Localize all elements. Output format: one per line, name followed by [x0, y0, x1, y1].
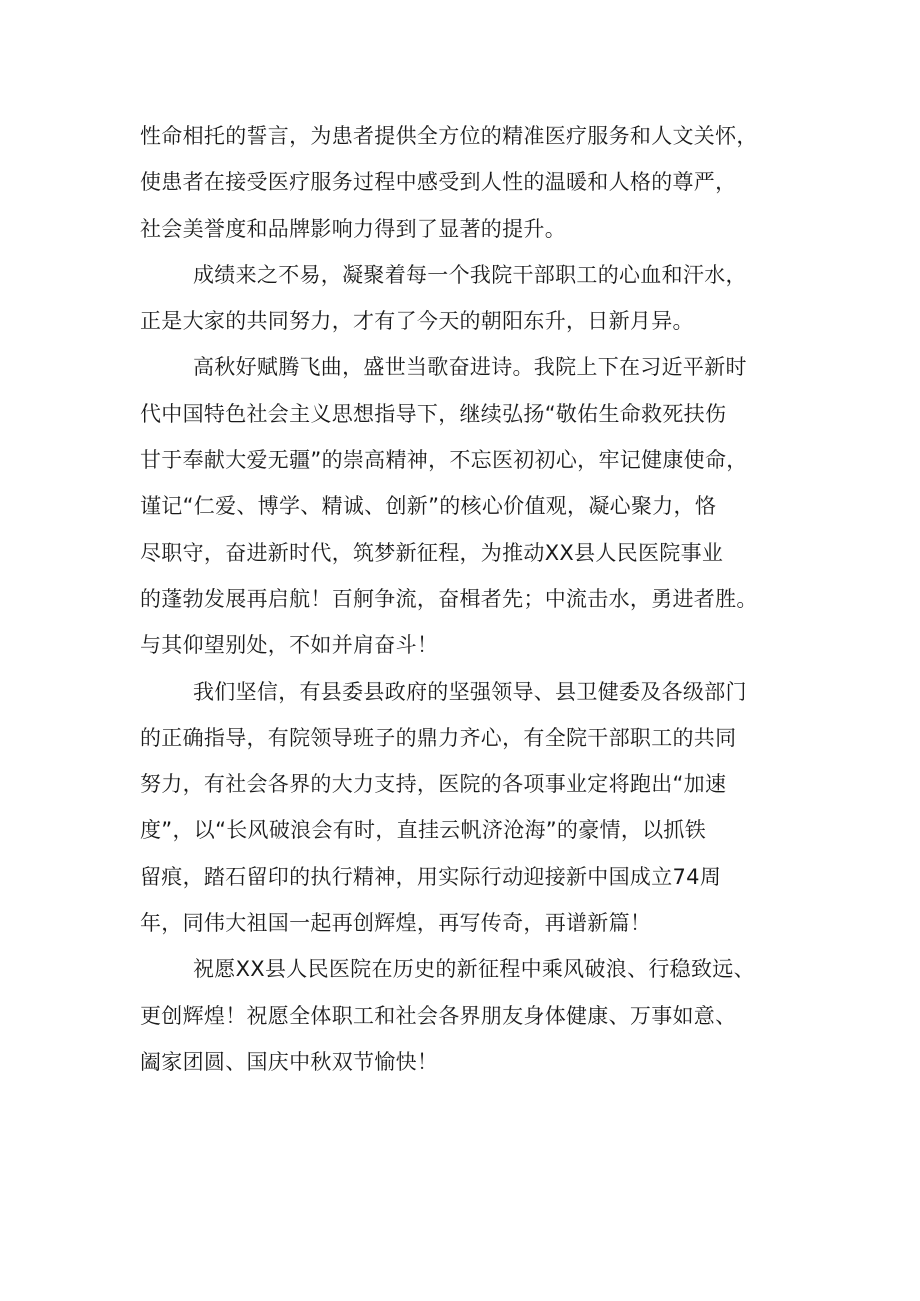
text-line: 社会美誉度和品牌影响力得到了显著的提升。 — [140, 216, 566, 241]
text-line: 甘于奉献大爱无疆”的崇高精神，不忘医初初心，牢记健康使命， — [140, 448, 748, 473]
text-line: 性命相托的誓言，为患者提供全方位的精准医疗服务和人文关怀， — [140, 124, 758, 148]
paragraph-4 — [140, 669, 812, 947]
text-line: 代中国特色社会主义思想指导下，继续弘扬“敬佑生命救死扶伤 — [140, 401, 727, 426]
document-body — [140, 113, 812, 1085]
text-line: 高秋好赋腾飞曲，盛世当歌奋进诗。我院上下在习近平新时 — [193, 355, 747, 380]
text-line: 留痕，踏石留印的执行精神，用实际行动迎接新中国成立74周 — [140, 864, 722, 889]
text-line: 祝愿XX县人民医院在历史的新征程中乘风破浪、行稳致远、 — [193, 957, 755, 982]
text-line: 的正确指导，有院领导班子的鼎力齐心，有全院干部职工的共同 — [140, 725, 737, 750]
text-line: 阖家团圆、国庆中秋双节愉快！ — [140, 1049, 439, 1074]
text-line: 正是大家的共同努力，才有了今天的朝阳东升，日新月异。 — [140, 309, 694, 334]
text-line: 度”，以“长风破浪会有时，直挂云帆济沧海”的豪情，以抓铁 — [140, 818, 707, 843]
paragraph-3 — [140, 344, 812, 668]
text-line: 成绩来之不易，凝聚着每一个我院干部职工的心血和汗水， — [193, 262, 747, 287]
text-line: 的蓬勃发展再启航！百舸争流，奋楫者先；中流击水，勇进者胜。 — [140, 586, 758, 611]
paragraph-5 — [140, 946, 812, 1085]
text-line: 更创辉煌！祝愿全体职工和社会各界朋友身体健康、万事如意、 — [140, 1003, 737, 1028]
text-line: 尽职守，奋进新时代，筑梦新征程，为推动XX县人民医院事业 — [140, 540, 724, 565]
paragraph-1 — [140, 113, 812, 252]
paragraph-2 — [140, 252, 812, 345]
text-line: 与其仰望别处，不如并肩奋斗！ — [140, 633, 439, 658]
text-line: 我们坚信，有县委县政府的坚强领导、县卫健委及各级部门 — [193, 679, 747, 704]
text-line: 使患者在接受医疗服务过程中感受到人性的温暖和人格的尊严， — [140, 170, 737, 195]
text-line: 年，同伟大祖国一起再创辉煌，再写传奇，再谱新篇！ — [140, 911, 652, 936]
text-line: 努力，有社会各界的大力支持，医院的各项事业定将跑出“加速 — [140, 772, 727, 797]
text-line: 谨记“仁爱、博学、精诚、创新”的核心价值观，凝心聚力，恪 — [140, 494, 717, 519]
